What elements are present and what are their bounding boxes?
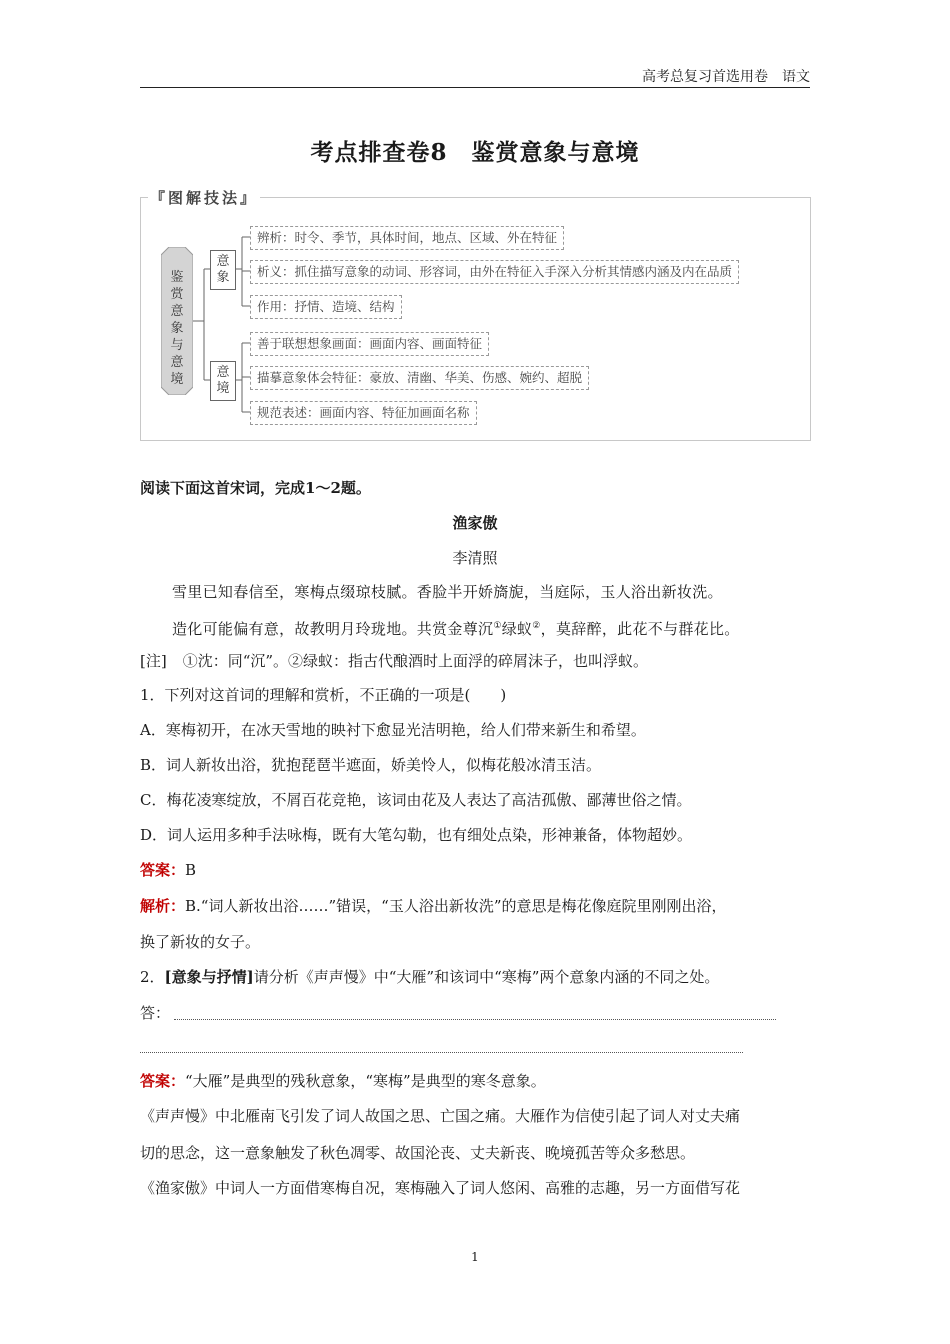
leaf-mood-2: 描摹意象体会特征：豪放、清幽、华美、伤感、婉约、超脱 — [250, 366, 589, 390]
poem-line-1: 雪里已知春信至，寒梅点缀琼枝腻。香脸半开娇旖旎，当庭际，玉人浴出新妆洗。 — [172, 583, 723, 601]
branch-mood: 意境 — [210, 361, 236, 401]
leaf-mood-1: 善于联想想象画面：画面内容、画面特征 — [250, 332, 489, 356]
root-label: 鉴赏意象与意境 — [170, 270, 184, 387]
q2-answer-label: 答案： — [140, 1072, 186, 1090]
q1-option-b: B．词人新妆出浴，犹抱琵琶半遮面，娇美怜人，似梅花般冰清玉洁。 — [140, 756, 602, 774]
q2-answer-line-1: “大雁”是典型的残秋意象，“寒梅”是典型的寒冬意象。 — [185, 1072, 546, 1090]
q1-option-d: D．词人运用多种手法咏梅，既有大笔勾勒，也有细处点染，形神兼备，体物超妙。 — [140, 826, 693, 844]
header-rule — [140, 87, 810, 88]
footnote-mark-2: ② — [532, 621, 541, 631]
q1-answer-value: B — [185, 861, 197, 879]
diagram-tag: 『图解技法』 — [150, 189, 259, 207]
q2-tag: [意象与抒情] — [164, 968, 254, 986]
q2-answer-prompt: 答： — [140, 1004, 171, 1022]
q2-answer-line-4: 《渔家傲》中词人一方面借寒梅自况，寒梅融入了词人悠闲、高雅的志趣，另一方面借写花 — [140, 1179, 741, 1197]
q1-option-c: C．梅花凌寒绽放，不屑百花竞艳，该词由花及人表达了高洁孤傲、鄙薄世俗之情。 — [140, 791, 692, 809]
q1-analysis-line-1: B.“词人新妆出浴……”错误，“玉人浴出新妆洗”的意思是梅花像庭院里刚刚出浴， — [185, 897, 727, 915]
q1-option-a: A．寒梅初开，在冰天雪地的映衬下愈显光洁明艳，给人们带来新生和希望。 — [140, 721, 646, 739]
q1-answer — [140, 860, 196, 880]
poem-author: 李清照 — [452, 549, 498, 567]
reading-instruction: 阅读下面这首宋词，完成1～2题。 — [140, 479, 371, 497]
answer-blank-line-2[interactable] — [140, 1052, 743, 1053]
poem-title: 渔家傲 — [452, 514, 498, 532]
leaf-imagery-2: 析义：抓住描写意象的动词、形容词，由外在特征入手深入分析其情感内涵及内在品质 — [250, 260, 739, 284]
page-title: 考点排查卷8 鉴赏意象与意境 — [310, 139, 640, 166]
leaf-mood-3: 规范表述：画面内容、特征加画面名称 — [250, 401, 477, 425]
q2-stem: 2．[意象与抒情]请分析《声声慢》中“大雁”和该词中“寒梅”两个意象内涵的不同之处。 — [140, 968, 720, 986]
poem-note — [140, 651, 648, 671]
poem-line-2: 造化可能偏有意，故教明月玲珑地。共赏金尊沉①绿蚁②，莫辞醉，此花不与群花比。 — [172, 620, 740, 638]
diagram-root — [161, 247, 193, 395]
q1-analysis-line-2: 换了新妆的女子。 — [140, 933, 261, 951]
answer-blank-line-1[interactable] — [174, 1019, 776, 1020]
running-header: 高考总复习首选用卷 语文 — [642, 69, 810, 85]
note-label: [注] — [140, 652, 167, 670]
page-number: 1 — [471, 1250, 479, 1264]
q1-analysis-label: 解析： — [140, 897, 186, 915]
q1-answer-label: 答案： — [140, 861, 186, 879]
q2-answer — [140, 1071, 546, 1091]
q2-answer-line-3: 切的思念，这一意象触发了秋色凋零、故国沦丧、丈夫新丧、晚境孤苦等众多愁思。 — [140, 1144, 696, 1162]
leaf-imagery-3: 作用：抒情、造境、结构 — [250, 295, 402, 319]
q1-stem: 1．下列对这首词的理解和赏析，不正确的一项是( ) — [140, 686, 507, 704]
q1-analysis — [140, 896, 726, 916]
q2-answer-line-2: 《声声慢》中北雁南飞引发了词人故国之思、亡国之痛。大雁作为信使引起了词人对丈夫痛 — [140, 1107, 741, 1125]
leaf-imagery-1: 辨析：时令、季节，具体时间，地点、区域、外在特征 — [250, 226, 564, 250]
footnote-mark-1: ① — [493, 621, 502, 631]
note-text: ①沈：同“沉”。②绿蚁：指古代酿酒时上面浮的碎屑沫子，也叫浮蚁。 — [182, 652, 649, 670]
branch-imagery: 意象 — [210, 250, 236, 290]
